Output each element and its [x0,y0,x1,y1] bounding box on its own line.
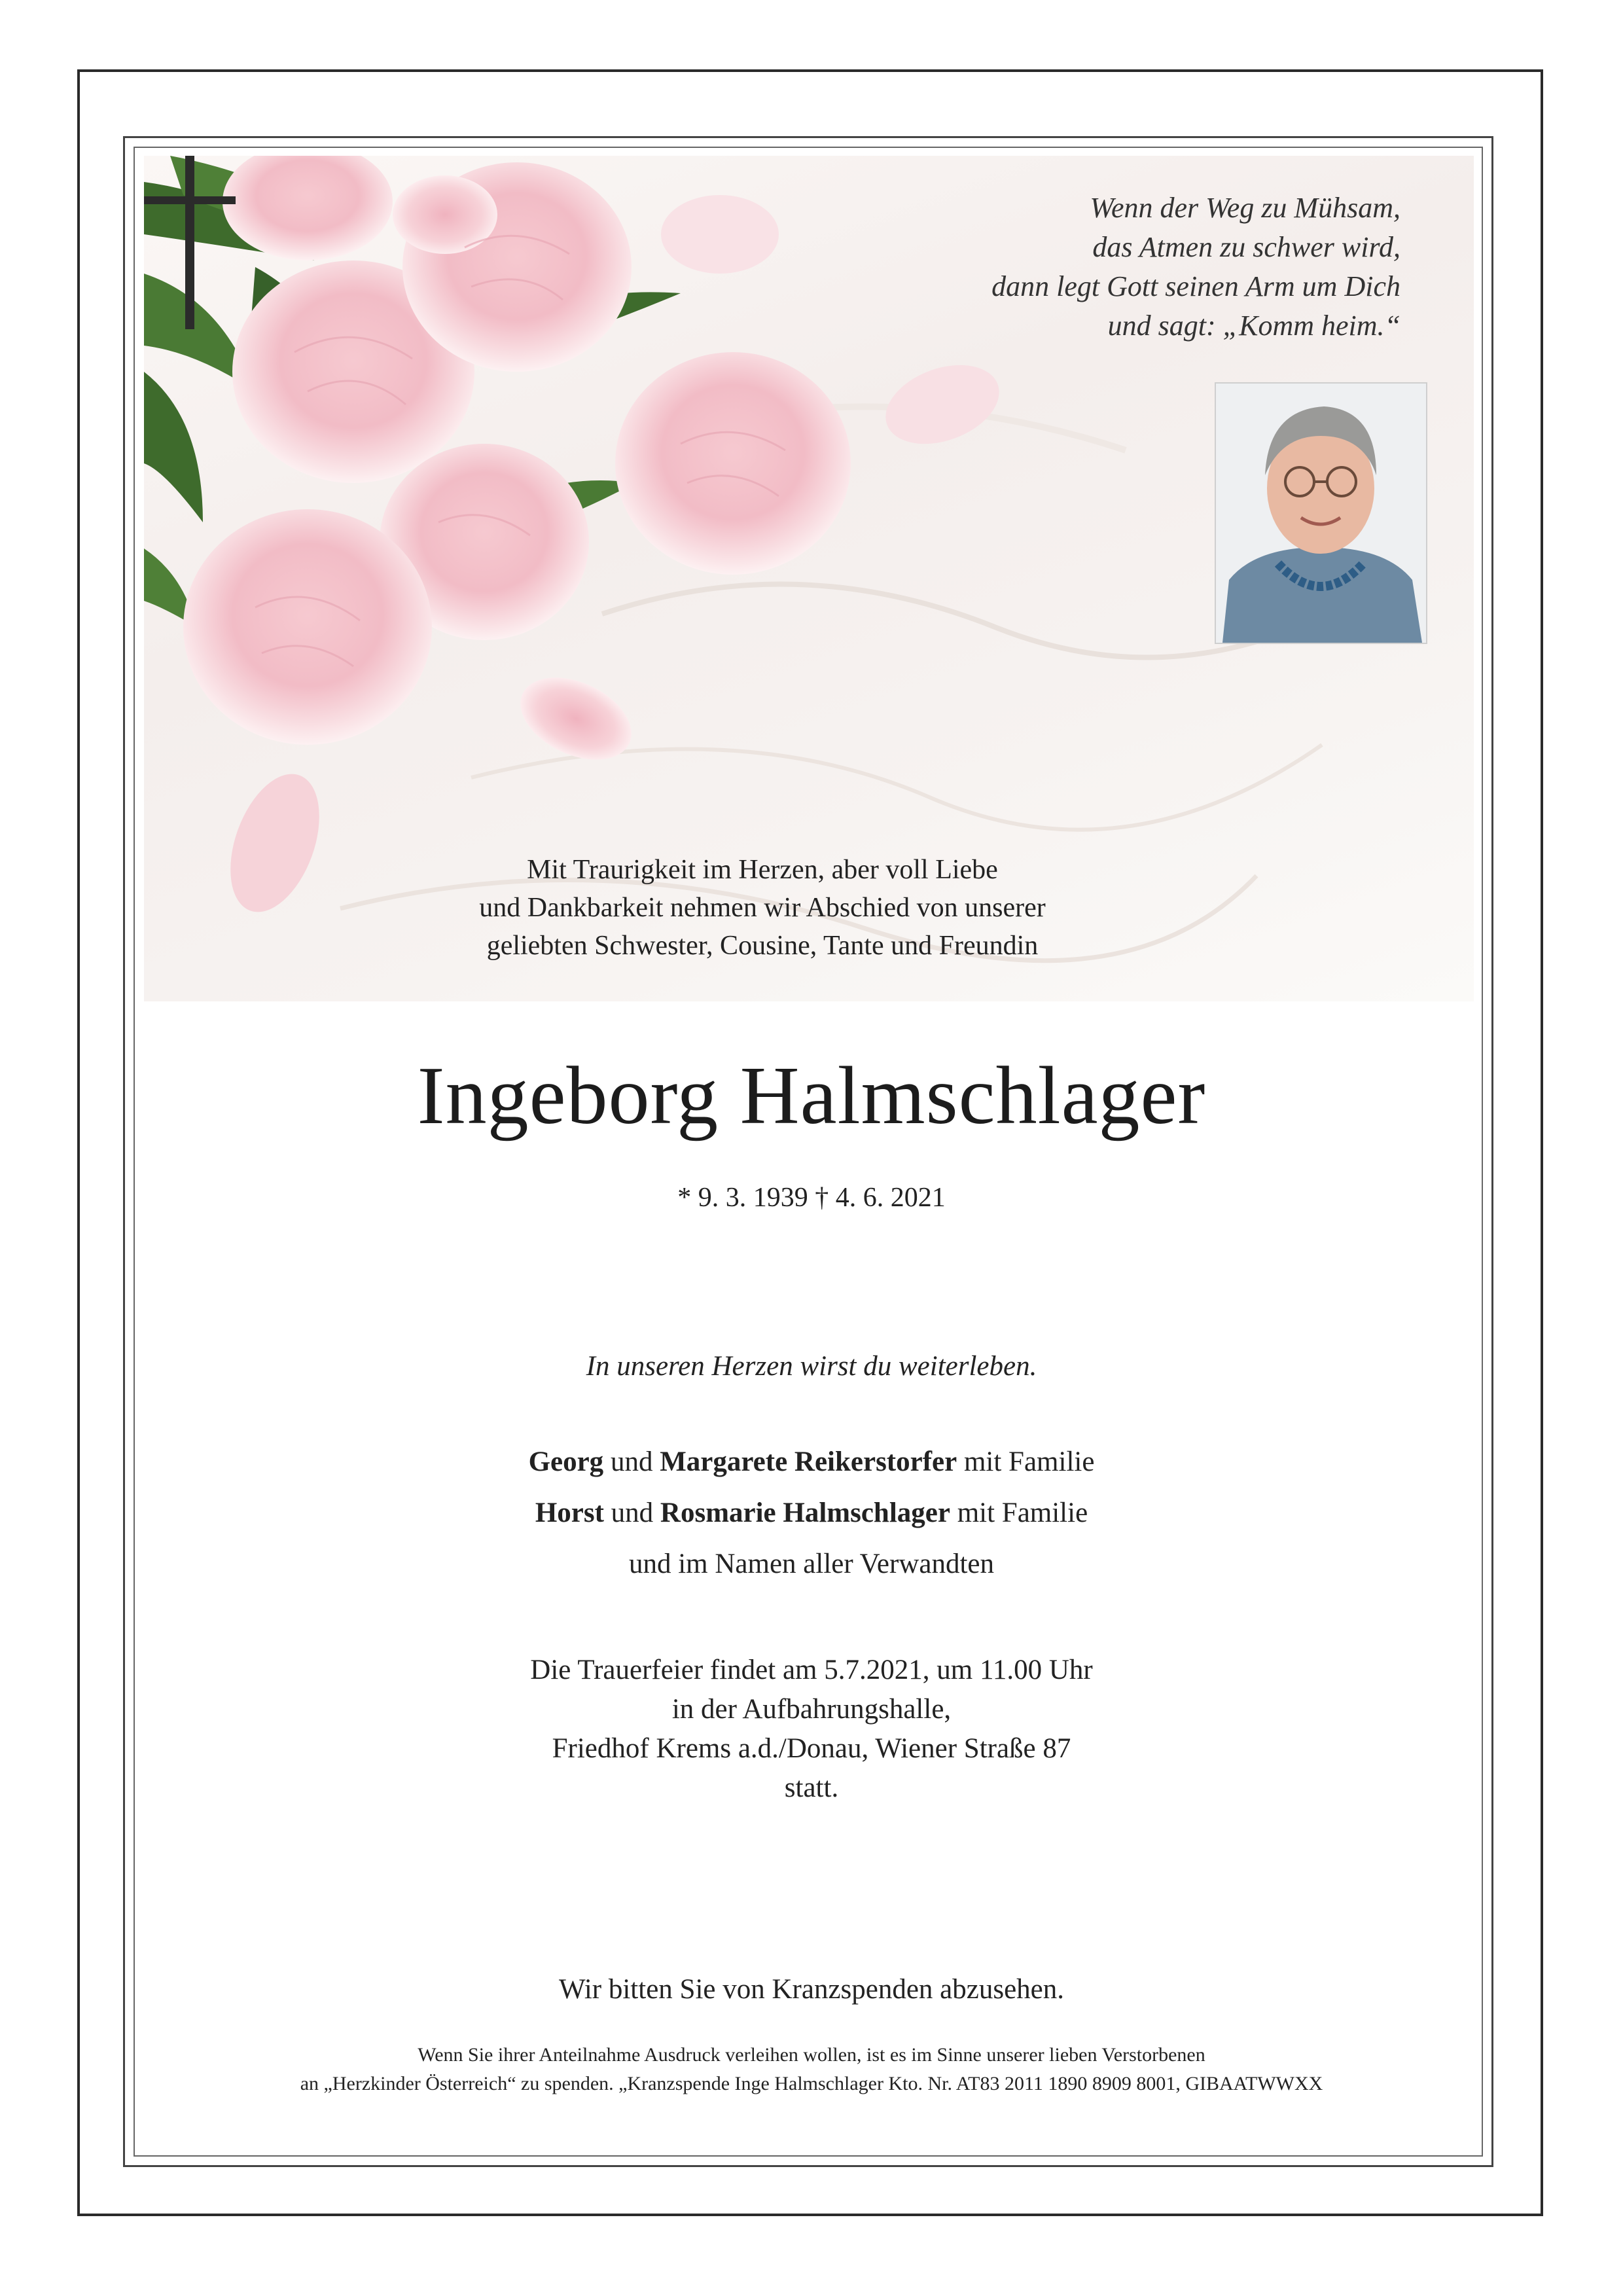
donation-line: an „Herzkinder Österreich“ zu spenden. „Kranzspende Inge Halmschlager Kto. Nr. AT83 2011 1890 8909 8001, GIBAATWWXX [300,2073,1323,2094]
ceremony-line: Die Trauerfeier findet am 5.7.2021, um 11.00 Uhr [530,1655,1093,1685]
intro-line: Mit Traurigkeit im Herzen, aber voll Liebe [527,855,998,885]
mourner-name: Rosmarie Halmschlager [660,1498,950,1528]
mourner-line: und im Namen aller Verwandten [628,1549,995,1579]
quote-line: Wenn der Weg zu Mühsam, [1090,192,1400,224]
donation-note [0,2041,1623,2098]
intro-text [419,851,1106,965]
wreath-request: Wir bitten Sie von Kranzspenden abzusehen. [558,1974,1065,2005]
ceremony-line: statt. [784,1772,839,1803]
portrait-illustration [1216,384,1426,643]
donation-line: Wenn Sie ihrer Anteilnahme Ausdruck verleihen wollen, ist es im Sinne unserer lieben Verstorbenen [418,2044,1205,2066]
mourner-name: Georg [528,1446,604,1477]
mourner-suffix: mit Familie [950,1498,1088,1528]
intro-line: geliebten Schwester, Cousine, Tante und Freundin [486,931,1039,961]
mourners-list [0,1437,1623,1590]
mourner-line [0,1437,1623,1488]
quote-line: das Atmen zu schwer wird, [1092,231,1400,263]
conjunction: und [603,1498,660,1528]
floral-header-image [144,156,1474,1001]
quote-line: und sagt: „Komm heim.“ [1107,310,1400,342]
ceremony-line: in der Aufbahrungshalle, [671,1694,952,1725]
deceased-name: Ingeborg Halmschlager [417,1050,1206,1141]
funeral-details [0,1651,1623,1808]
mourner-line [0,1488,1623,1539]
conjunction: und [603,1446,660,1477]
ceremony-line: Friedhof Krems a.d./Donau, Wiener Straße 87 [552,1733,1071,1764]
motto: In unseren Herzen wirst du weiterleben. [586,1351,1037,1382]
life-dates: * 9. 3. 1939 † 4. 6. 2021 [677,1183,946,1213]
cross-icon [144,156,236,329]
mourner-name: Horst [535,1498,604,1528]
quote-line: dann legt Gott seinen Arm um Dich [991,270,1400,302]
poem-quote [812,188,1400,346]
portrait-photo [1215,382,1427,644]
mourner-suffix: mit Familie [957,1446,1095,1477]
mourner-name: Margarete Reikerstorfer [660,1446,957,1477]
intro-line: und Dankbarkeit nehmen wir Abschied von unserer [479,893,1046,923]
